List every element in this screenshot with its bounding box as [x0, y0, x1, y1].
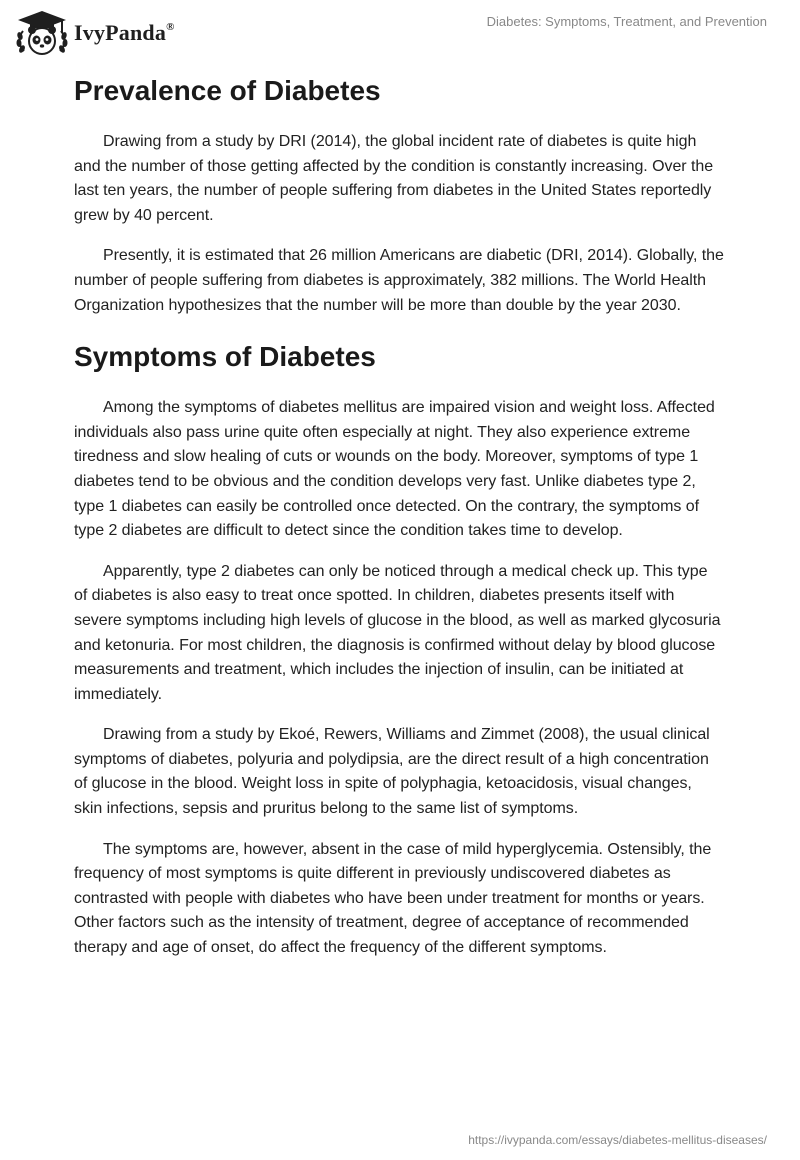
paragraph: Among the symptoms of diabetes mellitus are impaired vision and weight loss. Affected individuals also pass urine quite often especially at night. They also experience extreme tiredness and slow healing of cuts or wounds on the body. Moreover, symptoms of type 1 diabetes tend to be obvious and the condition develops very fast. Unlike diabetes type 2, type 1 diabetes can easily be controlled once detected. On the contrary, the symptoms of type 2 diabetes are difficult to detect since the condition takes time to develop.: [74, 399, 715, 540]
panda-graduate-icon: [14, 9, 70, 57]
ivypanda-logo-link[interactable]: [14, 9, 175, 57]
section-heading-symptoms: Symptoms of Diabetes: [74, 341, 376, 373]
essay-content: [74, 68, 724, 977]
paragraph: Drawing from a study by DRI (2014), the global incident rate of diabetes is quite high and the number of those getting affected by the condition is constantly increasing. Over the last ten years, the number of people suffering from diabetes in the United States reportedly grew by 40 percent.: [74, 133, 714, 224]
paragraph: The symptoms are, however, absent in the case of mild hyperglycemia. Ostensibly, the frequency of most symptoms is quite different in previously undiscovered diabetes as contrasted with people with diabetes who have been under treatment for months or years. Other factors such as the intensity of treatment, degree of acceptance of recommended therapy and age of onset, do affect the frequency of the different symptoms.: [74, 840, 712, 957]
page-header: [0, 0, 800, 64]
paragraph: Drawing from a study by Ekoé, Rewers, Williams and Zimmet (2008), the usual clinical symptoms of diabetes, polyuria and polydipsia, are the direct result of a high concentration of glucose in the blood. Weight loss in spite of polyphagia, ketoacidosis, visual changes, skin infections, sepsis and pruritus belong to the same list of symptoms.: [74, 726, 710, 818]
section-heading-prevalence: Prevalence of Diabetes: [74, 75, 381, 106]
source-url-link[interactable]: https://ivypanda.com/essays/diabetes-mellitus-diseases/: [468, 1133, 767, 1147]
logo-text: IvyPanda®: [74, 20, 175, 45]
document-title: Diabetes: Symptoms, Treatment, and Prevention: [486, 14, 767, 29]
paragraph: Presently, it is estimated that 26 million Americans are diabetic (DRI, 2014). Globally, the number of people suffering from diabetes is approximately, 382 millions. The World Health Organization hypothesizes that the number will be more than double by the year 2030.: [74, 247, 724, 314]
paragraph: Apparently, type 2 diabetes can only be noticed through a medical check up. This type of diabetes is also easy to treat once spotted. In children, diabetes presents itself with severe symptoms including high levels of glucose in the blood, as well as marked glycosuria and ketonuria. For most children, the diagnosis is confirmed without delay by blood glucose measurements and treatment, which includes the injection of insulin, can be initiated at immediately.: [74, 562, 721, 703]
